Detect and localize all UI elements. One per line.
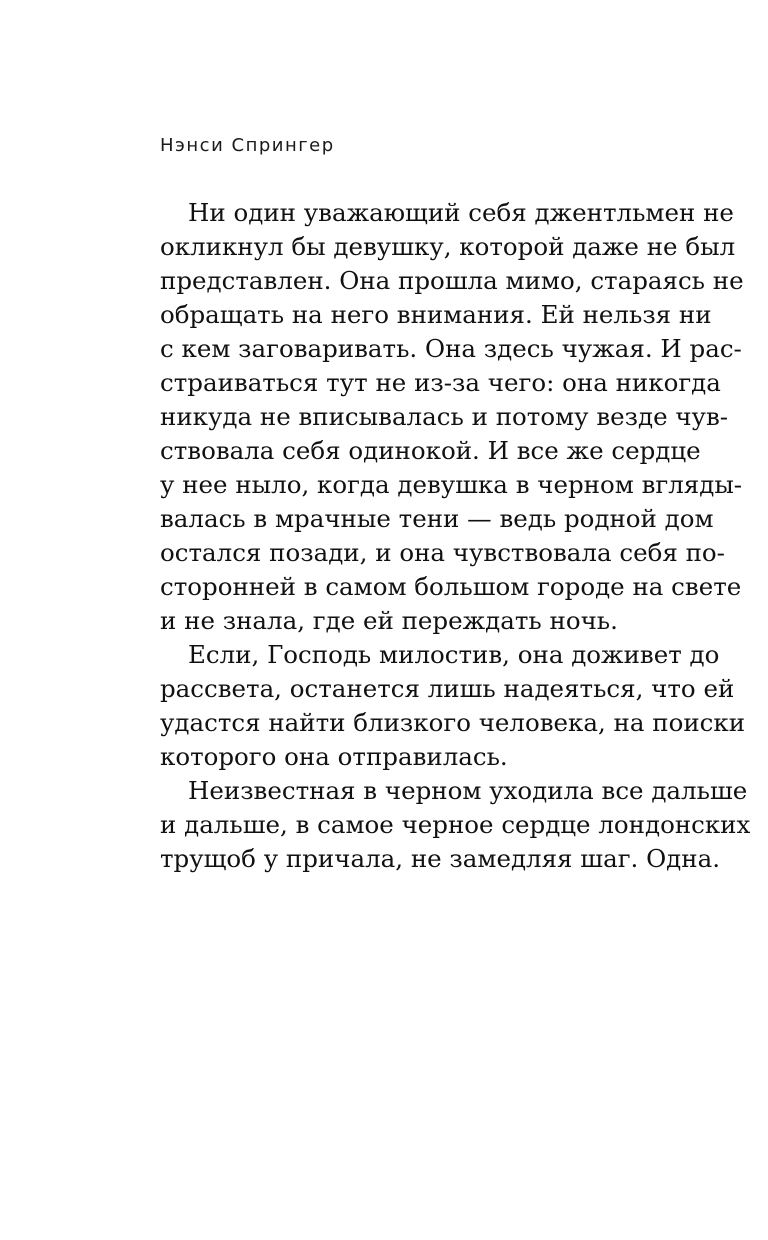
paragraph-2 <box>160 638 746 774</box>
text-line: ствовала себя одинокой. И все же сердце <box>160 436 701 465</box>
paragraph-1 <box>160 196 744 638</box>
text-line: обращать на него внимания. Ей нельзя ни <box>160 300 712 329</box>
text-line: удастся найти близкого человека, на поиски <box>160 708 746 737</box>
body-text <box>160 196 751 876</box>
text-line: и дальше, в самое черное сердце лондонских <box>160 810 751 839</box>
text-line: никуда не вписывалась и потому везде чув- <box>160 402 729 431</box>
text-line: окликнул бы девушку, которой даже не был <box>160 232 736 261</box>
running-header-author: Нэнси Спрингер <box>160 135 335 156</box>
paragraph-3 <box>160 774 751 876</box>
text-line: Ни один уважающий себя джентльмен не <box>188 198 734 227</box>
text-line: сторонней в самом большом городе на свете <box>160 572 742 601</box>
text-line: валась в мрачные тени — ведь родной дом <box>160 504 714 533</box>
text-line: у нее ныло, когда девушка в черном вгляды- <box>160 470 743 499</box>
text-line: Если, Господь милостив, она доживет до <box>188 640 720 669</box>
text-line: трущоб у причала, не замедляя шаг. Одна. <box>160 844 720 873</box>
text-line: страиваться тут не из-за чего: она никогда <box>160 368 721 397</box>
text-line: рассвета, останется лишь надеяться, что ей <box>160 674 735 703</box>
text-line: остался позади, и она чувствовала себя по- <box>160 538 725 567</box>
text-line: которого она отправилась. <box>160 742 508 771</box>
text-line: представлен. Она прошла мимо, стараясь не <box>160 266 744 295</box>
text-line: и не знала, где ей переждать ночь. <box>160 606 618 635</box>
text-line: Неизвестная в черном уходила все дальше <box>188 776 748 805</box>
text-line: с кем заговаривать. Она здесь чужая. И рас- <box>160 334 742 363</box>
